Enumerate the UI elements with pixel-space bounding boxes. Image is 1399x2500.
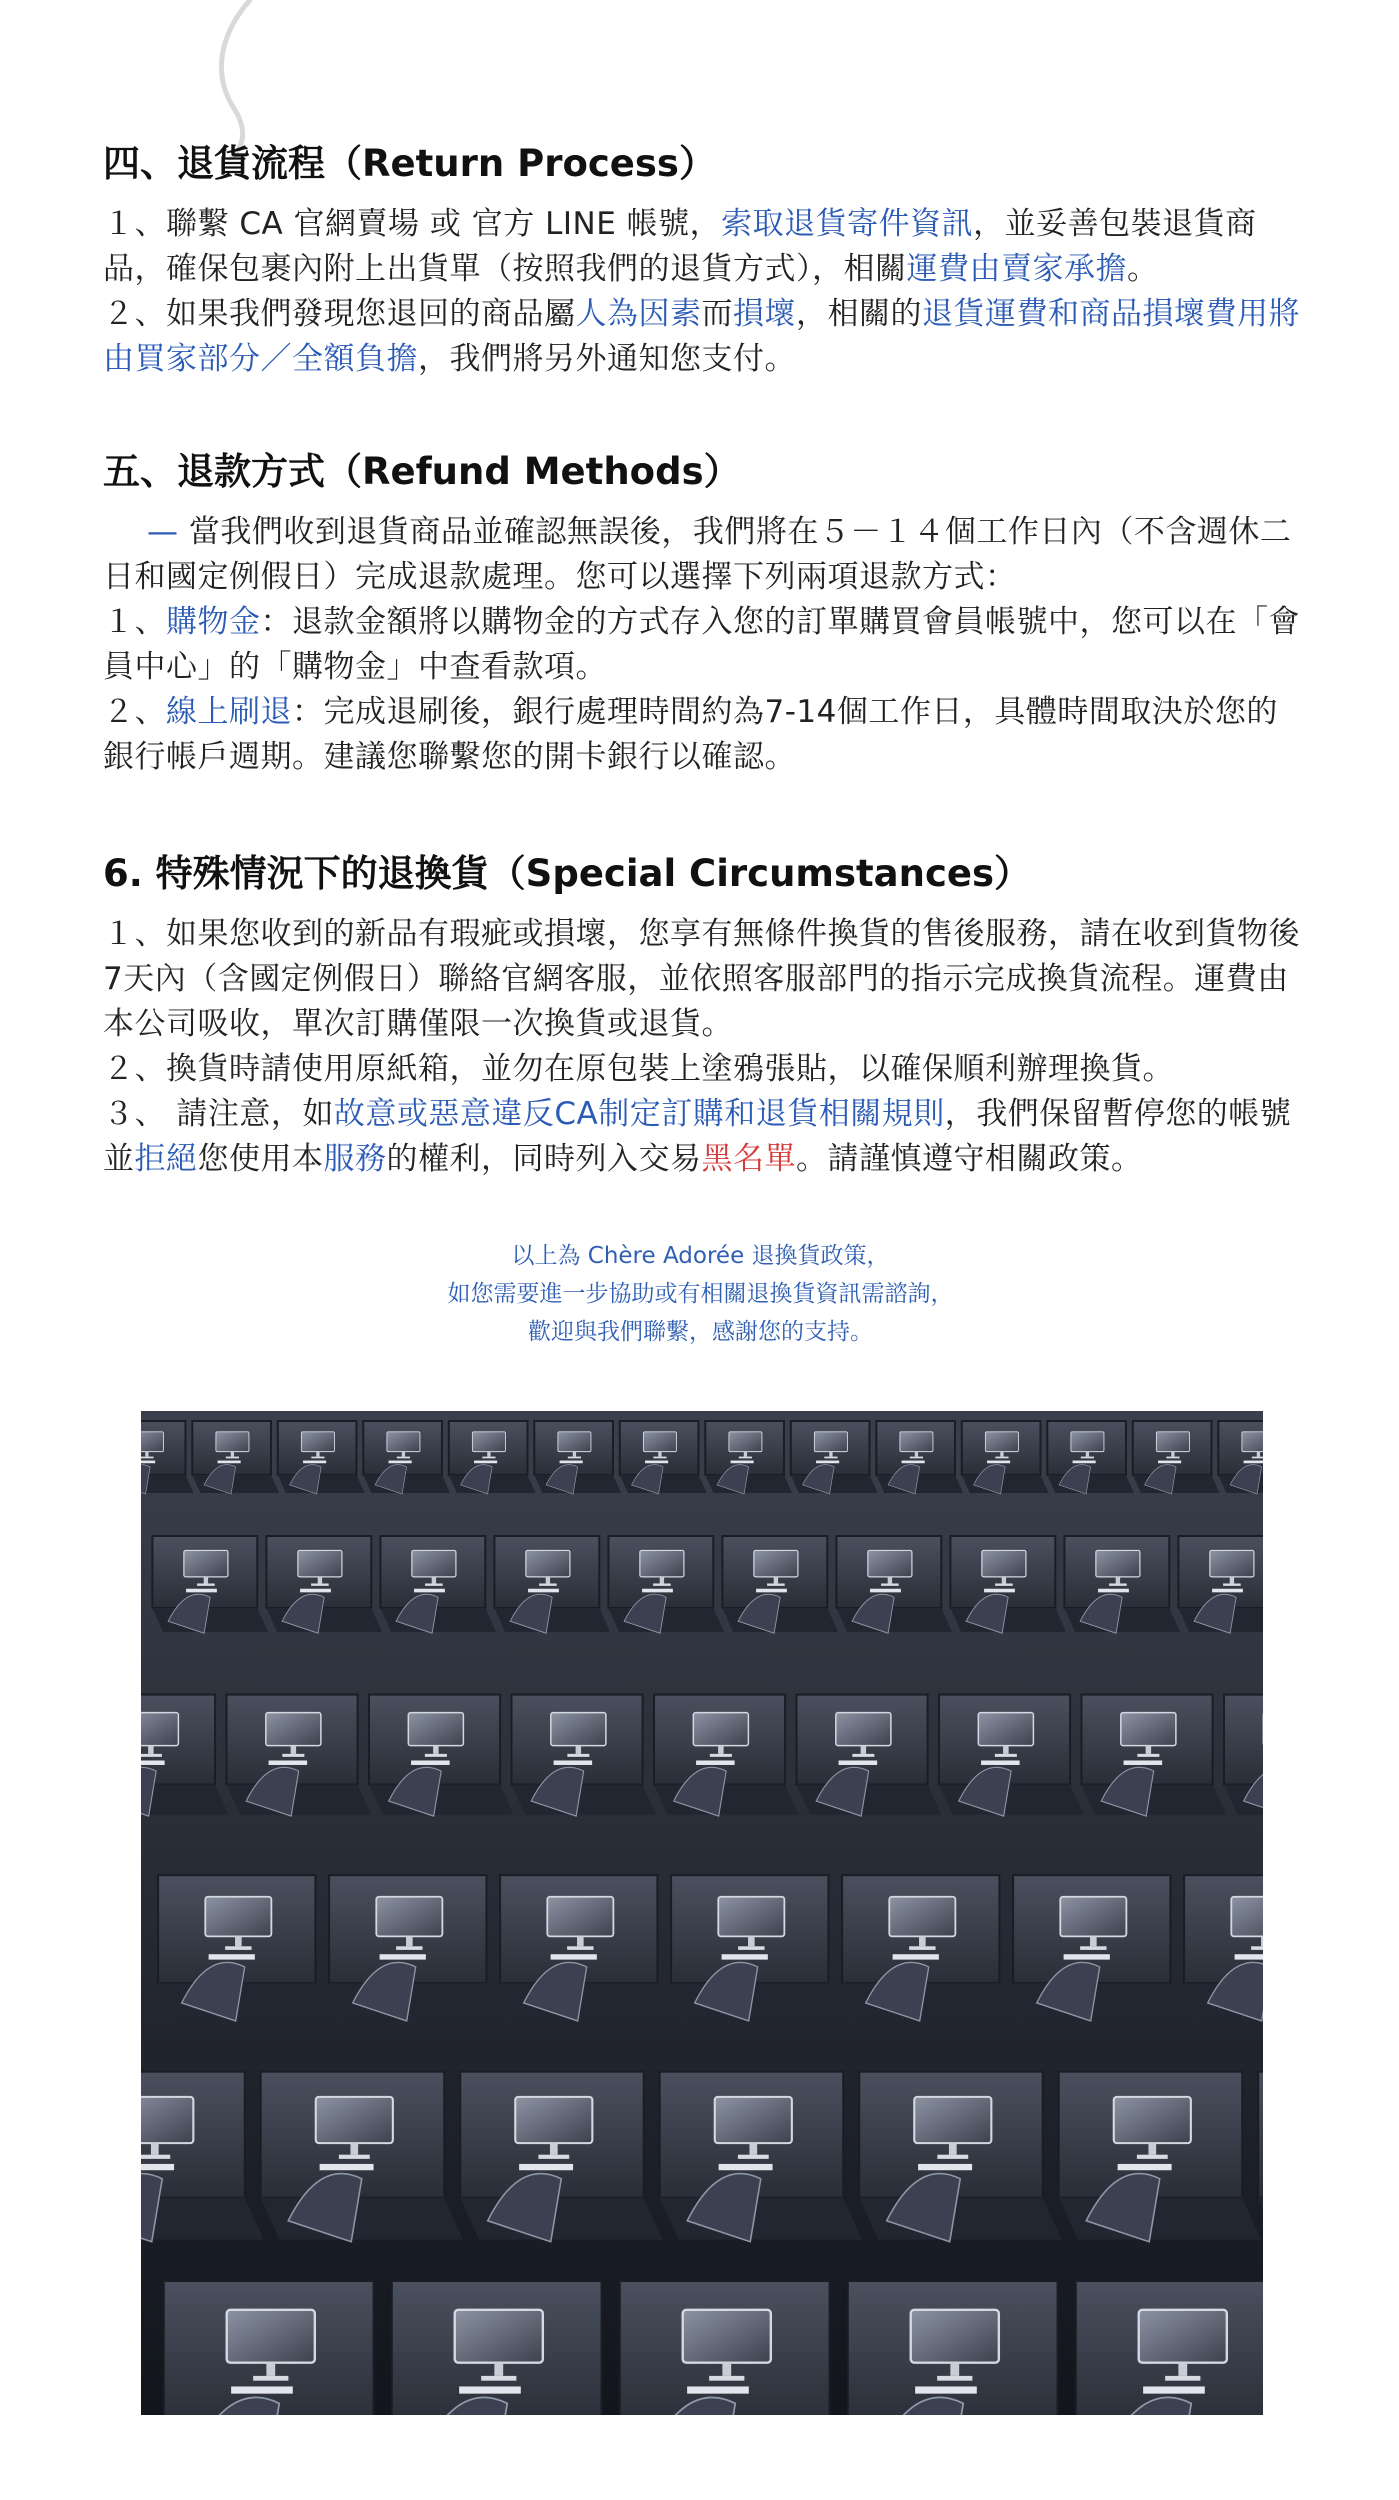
monitor-base — [909, 1946, 935, 1950]
text: 而 — [701, 296, 733, 332]
keyboard — [411, 1760, 450, 1765]
special-circumstances-title: 6. 特殊情況下的退換貨（Special Circumstances） — [103, 852, 1032, 895]
text: １、 — [103, 604, 166, 640]
keyboard — [141, 2164, 174, 2170]
text: 的權利，同時列入交易 — [386, 1141, 702, 1177]
monitor-base — [710, 1754, 732, 1757]
keyboard — [1244, 1461, 1263, 1464]
office-cubicles-photo — [141, 1411, 1263, 2415]
monitor-stand — [318, 1577, 322, 1584]
monitor-base — [910, 1457, 923, 1459]
monitor-base — [339, 2155, 370, 2159]
highlight-store-credit: 購物金 — [166, 604, 261, 640]
keyboard — [1124, 1760, 1163, 1765]
cubicle-desk — [141, 1475, 194, 1493]
monitor-stand — [1178, 2363, 1187, 2376]
highlight-refuse: 拒絕 — [134, 1141, 198, 1177]
monitor-base — [311, 1583, 329, 1585]
monitor — [683, 2310, 771, 2363]
monitor-base — [1109, 1583, 1127, 1585]
monitor-base — [937, 2376, 972, 2381]
monitor — [1071, 1432, 1104, 1452]
keyboard — [1235, 1954, 1263, 1959]
text: ，相關的 — [796, 296, 922, 332]
text: ，我們保留暫停您的帳號並 — [103, 1096, 1292, 1177]
keyboard — [300, 1589, 331, 1593]
monitor-base — [397, 1457, 410, 1459]
keyboard — [528, 1589, 559, 1593]
monitor-base — [311, 1457, 324, 1459]
monitor-stand — [487, 1452, 490, 1457]
monitor — [889, 1897, 955, 1937]
monitor-stand — [915, 1452, 918, 1457]
monitor — [1231, 1897, 1263, 1937]
monitor-stand — [829, 1452, 832, 1457]
monitor — [814, 1432, 847, 1452]
monitor-base — [1251, 1946, 1263, 1950]
monitor-base — [852, 1754, 874, 1757]
keyboard — [1143, 2386, 1205, 2393]
refund-option-2 — [103, 690, 1303, 780]
monitor-stand — [204, 1577, 208, 1584]
keyboard — [731, 1461, 754, 1464]
monitor-base — [141, 2155, 170, 2159]
monitor-stand — [573, 1452, 576, 1457]
monitor-stand — [718, 1746, 724, 1754]
monitor — [1156, 1432, 1189, 1452]
monitor-stand — [576, 1746, 582, 1754]
monitor-base — [253, 2376, 288, 2381]
monitor-stand — [1116, 1577, 1120, 1584]
highlight-request-info: 索取退貨寄件資訊 — [721, 206, 974, 242]
monitor — [982, 1550, 1026, 1576]
monitor — [900, 1432, 933, 1452]
monitor — [715, 2097, 792, 2143]
monitor-stand — [774, 1577, 778, 1584]
monitor-stand — [145, 1452, 148, 1457]
monitor-stand — [266, 2363, 275, 2376]
keyboard — [141, 1760, 165, 1765]
special-item-3 — [103, 1092, 1303, 1182]
highlight-damage: 損壞 — [733, 296, 796, 332]
keyboard — [642, 1589, 673, 1593]
keyboard — [560, 1461, 583, 1464]
monitor-base — [568, 1457, 581, 1459]
monitor — [1121, 1713, 1176, 1746]
monitor-stand — [550, 2143, 558, 2155]
monitor — [141, 2097, 193, 2143]
monitor-base — [767, 1583, 785, 1585]
keyboard — [186, 1589, 217, 1593]
monitor-stand — [1257, 1452, 1260, 1457]
highlight-service: 服務 — [323, 1141, 387, 1177]
monitor — [266, 1713, 321, 1746]
monitor-stand — [949, 2143, 957, 2155]
text: 當我們收到退貨商品並確認無誤後，我們將在５－１４個工作日內（不含週休二日和國定例假日）完成退款處理。您可以選擇下列兩項退款方式： — [103, 514, 1292, 595]
monitor-stand — [1230, 1577, 1234, 1584]
monitor-base — [1252, 1457, 1263, 1459]
highlight-seller-pays: 運費由賣家承擔 — [906, 251, 1127, 287]
monitor-base — [226, 1457, 239, 1459]
monitor-stand — [350, 2143, 358, 2155]
monitor — [911, 2310, 999, 2363]
monitor-base — [141, 1754, 162, 1757]
keyboard — [816, 1461, 839, 1464]
monitor — [412, 1550, 456, 1576]
monitor-stand — [432, 1577, 436, 1584]
monitor-stand — [861, 1746, 867, 1754]
monitor — [526, 1550, 570, 1576]
cubicle-desk — [141, 2198, 264, 2240]
highlight-human-factor: 人為因素 — [575, 296, 702, 332]
monitor-base — [653, 1457, 666, 1459]
monitor-stand — [658, 1452, 661, 1457]
monitor — [316, 2097, 393, 2143]
monitor-stand — [235, 1936, 242, 1946]
cubicles-illustration — [141, 1411, 1263, 2415]
monitor-stand — [1146, 1746, 1152, 1754]
monitor — [558, 1432, 591, 1452]
monitor-base — [481, 2376, 516, 2381]
keyboard — [414, 1589, 445, 1593]
return-step-1 — [103, 202, 1303, 292]
monitor-stand — [748, 1936, 755, 1946]
text: ２、如果我們發現您退回的商品屬 — [103, 296, 576, 332]
monitor-base — [653, 1583, 671, 1585]
text: 。 — [1127, 251, 1159, 287]
monitor-base — [1081, 1457, 1094, 1459]
keyboard — [1158, 1461, 1181, 1464]
text: １、聯繫 CA 官網賣場 或 官方 LINE 帳號， — [103, 206, 722, 242]
keyboard — [893, 1954, 939, 1959]
text: ：完成退刷後，銀行處理時間約為7-14個工作日，具體時間取決於您的銀行帳戶週期。建議您聯繫您的開卡銀行以確認。 — [103, 694, 1278, 775]
monitor-stand — [1261, 1936, 1263, 1946]
monitor-base — [739, 1457, 752, 1459]
monitor-stand — [1171, 1452, 1174, 1457]
keyboard — [141, 1461, 155, 1464]
monitor-stand — [577, 1936, 584, 1946]
keyboard — [687, 2386, 749, 2393]
monitor-stand — [1003, 1746, 1009, 1754]
dash-marker: — — [147, 514, 179, 550]
special-circumstances-section — [103, 850, 1303, 1182]
monitor-stand — [1090, 1936, 1097, 1946]
keyboard — [209, 1954, 255, 1959]
cubicle-panel — [1258, 2072, 1263, 2198]
keyboard — [696, 1760, 735, 1765]
keyboard — [1073, 1461, 1096, 1464]
closing-note — [103, 1237, 1298, 1351]
monitor-base — [1080, 1946, 1106, 1950]
text: ，並妥善包裝退貨商品，確保包裹內附上出貨單（按照我們的退貨方式），相關 — [103, 206, 1257, 287]
monitor-stand — [316, 1452, 319, 1457]
keyboard — [554, 1760, 593, 1765]
keyboard — [303, 1461, 326, 1464]
monitor — [1139, 2310, 1227, 2363]
monitor-stand — [950, 2363, 959, 2376]
monitor-stand — [494, 2363, 503, 2376]
monitor-stand — [151, 2143, 159, 2155]
monitor-base — [482, 1457, 495, 1459]
monitor-base — [396, 1946, 422, 1950]
monitor — [472, 1432, 505, 1452]
monitor — [205, 1897, 271, 1937]
monitor — [408, 1713, 463, 1746]
keyboard — [269, 1760, 308, 1765]
monitor-stand — [1086, 1452, 1089, 1457]
monitor — [141, 1713, 178, 1746]
keyboard — [984, 1589, 1015, 1593]
monitor — [387, 1432, 420, 1452]
text: ３、 請注意，如 — [103, 1096, 334, 1132]
monitor — [729, 1432, 762, 1452]
monitor — [754, 1550, 798, 1576]
monitor-base — [995, 1457, 1008, 1459]
monitor-base — [1137, 1754, 1159, 1757]
closing-line-2: 如您需要進一步協助或有相關退換貨資訊需諮詢， — [447, 1281, 954, 1307]
monitor-base — [995, 1754, 1017, 1757]
monitor — [227, 2310, 315, 2363]
monitor-stand — [148, 1746, 154, 1754]
keyboard — [218, 1461, 241, 1464]
monitor-base — [567, 1754, 589, 1757]
monitor-base — [1137, 2155, 1168, 2159]
monitor — [868, 1550, 912, 1576]
keyboard — [915, 2386, 977, 2393]
monitor-stand — [744, 1452, 747, 1457]
keyboard — [722, 1954, 768, 1959]
monitor-stand — [1148, 2143, 1156, 2155]
monitor — [1060, 1897, 1126, 1937]
highlight-blacklist: 黑名單 — [701, 1141, 796, 1177]
keyboard — [719, 2164, 773, 2170]
keyboard — [987, 1461, 1010, 1464]
refund-intro — [103, 510, 1303, 600]
monitor-stand — [291, 1746, 297, 1754]
monitor-base — [738, 2155, 769, 2159]
monitor — [1114, 2097, 1191, 2143]
decorative-curve — [200, 0, 280, 160]
monitor — [693, 1713, 748, 1746]
monitor — [184, 1550, 228, 1576]
monitor-base — [709, 2376, 744, 2381]
closing-line-1: 以上為 Chère Adorée 退換貨政策， — [511, 1243, 890, 1269]
monitor-stand — [722, 2363, 731, 2376]
monitor-base — [824, 1457, 837, 1459]
monitor — [1096, 1550, 1140, 1576]
special-item-1: １、如果您收到的新品有瑕疵或損壞，您享有無條件換貨的售後服務，請在收到貨物後7天內（含國定例假日）聯絡官網客服，並依照客服部門的指示完成換貨流程。運費由本公司吸收，單次訂購僅限一次換貨或退貨。 — [103, 916, 1300, 1042]
monitor — [551, 1713, 606, 1746]
monitor-base — [425, 1583, 443, 1585]
keyboard — [1064, 1954, 1110, 1959]
closing-line-3: 歡迎與我們聯繫，感謝您的支持。 — [528, 1319, 873, 1345]
monitor-base — [1165, 2376, 1200, 2381]
return-step-2 — [103, 292, 1303, 382]
keyboard — [519, 2164, 573, 2170]
keyboard — [320, 2164, 374, 2170]
keyboard — [870, 1589, 901, 1593]
monitor — [547, 1897, 613, 1937]
monitor — [985, 1432, 1018, 1452]
monitor-base — [282, 1754, 304, 1757]
monitor — [301, 1432, 334, 1452]
monitor-stand — [749, 2143, 757, 2155]
special-item-2: ２、換貨時請使用原紙箱，並勿在原包裝上塗鴉張貼，以確保順利辦理換貨。 — [103, 1051, 1174, 1087]
text: 您使用本 — [197, 1141, 324, 1177]
text: ２、 — [103, 694, 166, 730]
highlight-rule-violation: 故意或惡意違反CA制定訂購和退貨相關規則 — [333, 1096, 945, 1132]
keyboard — [389, 1461, 412, 1464]
monitor-base — [425, 1754, 447, 1757]
text: ，我們將另外通知您支付。 — [418, 341, 796, 377]
text: 。請謹慎遵守相關政策。 — [796, 1141, 1143, 1177]
monitor-base — [197, 1583, 215, 1585]
monitor — [978, 1713, 1033, 1746]
monitor — [914, 2097, 991, 2143]
keyboard — [645, 1461, 668, 1464]
return-process-section — [103, 140, 1303, 382]
highlight-card-refund: 線上刷退 — [166, 694, 292, 730]
keyboard — [839, 1760, 878, 1765]
monitor — [141, 1432, 163, 1452]
keyboard — [474, 1461, 497, 1464]
keyboard — [459, 2386, 521, 2393]
monitor — [836, 1713, 891, 1746]
monitor — [216, 1432, 249, 1452]
monitor — [455, 2310, 543, 2363]
monitor — [515, 2097, 592, 2143]
monitor-stand — [402, 1452, 405, 1457]
monitor-stand — [433, 1746, 439, 1754]
keyboard — [231, 2386, 293, 2393]
keyboard — [981, 1760, 1020, 1765]
keyboard — [1212, 1589, 1243, 1593]
monitor-stand — [660, 1577, 664, 1584]
monitor-base — [1166, 1457, 1179, 1459]
cubicle-desk — [141, 1785, 229, 1815]
cubicle-panel — [1224, 1695, 1263, 1785]
refund-option-1 — [103, 600, 1303, 690]
monitor-base — [538, 2155, 569, 2159]
keyboard — [380, 1954, 426, 1959]
keyboard — [1098, 1589, 1129, 1593]
keyboard — [551, 1954, 597, 1959]
monitor — [643, 1432, 676, 1452]
monitor-base — [1223, 1583, 1241, 1585]
highlight-buyer-pays: 退貨運費和商品損壞費用將由買家部分／全額負擔 — [103, 296, 1300, 377]
monitor-base — [539, 1583, 557, 1585]
keyboard — [902, 1461, 925, 1464]
return-process-title: 四、退貨流程（Return Process） — [103, 142, 716, 185]
monitor-stand — [406, 1936, 413, 1946]
monitor — [718, 1897, 784, 1937]
refund-methods-section — [103, 448, 1303, 780]
monitor-base — [738, 1946, 764, 1950]
text: ：退款金額將以購物金的方式存入您的訂單購買會員帳號中，您可以在「會員中心」的「購物金」中查看款項。 — [103, 604, 1300, 685]
monitor — [1242, 1432, 1263, 1452]
monitor — [376, 1897, 442, 1937]
monitor-stand — [546, 1577, 550, 1584]
refund-methods-title: 五、退款方式（Refund Methods） — [103, 450, 741, 493]
monitor-base — [937, 2155, 968, 2159]
monitor-stand — [919, 1936, 926, 1946]
monitor-stand — [1000, 1452, 1003, 1457]
monitor — [298, 1550, 342, 1576]
monitor-base — [141, 1457, 154, 1459]
keyboard — [756, 1589, 787, 1593]
monitor-base — [567, 1946, 593, 1950]
monitor — [640, 1550, 684, 1576]
monitor — [1210, 1550, 1254, 1576]
keyboard — [1118, 2164, 1172, 2170]
monitor-stand — [1002, 1577, 1006, 1584]
monitor-base — [225, 1946, 251, 1950]
monitor-base — [881, 1583, 899, 1585]
monitor-base — [995, 1583, 1013, 1585]
keyboard — [918, 2164, 972, 2170]
monitor-stand — [888, 1577, 892, 1584]
monitor-stand — [231, 1452, 234, 1457]
